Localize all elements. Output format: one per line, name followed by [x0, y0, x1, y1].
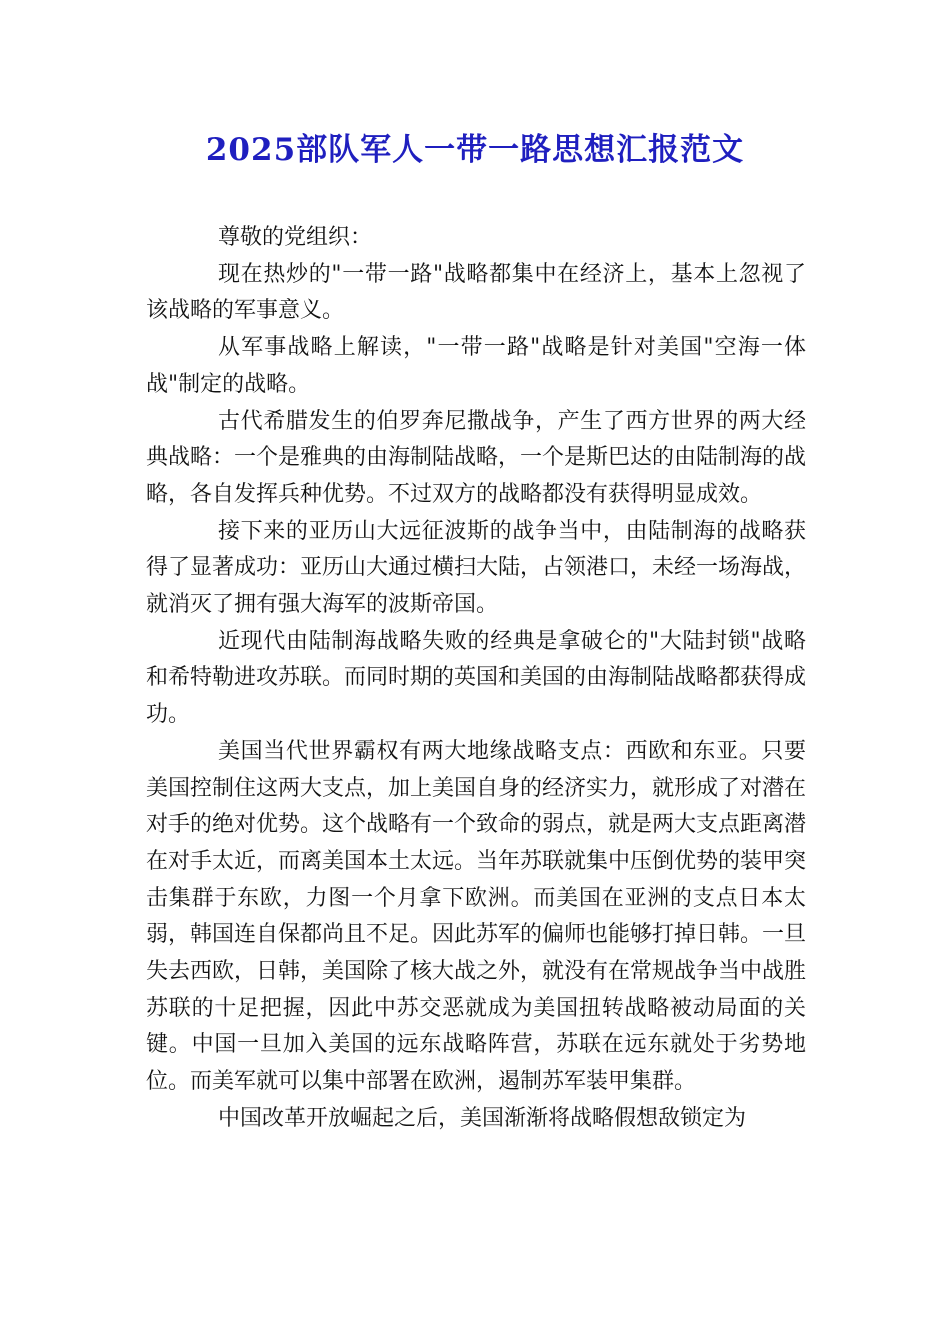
document-title: 2025部队军人一带一路思想汇报范文 [205, 132, 745, 168]
paragraph: 古代希腊发生的伯罗奔尼撒战争，产生了西方世界的两大经典战略：一个是雅典的由海制陆战略，一个是斯巴达的由陆制海的战略，各自发挥兵种优势。不过双方的战略都没有获得明显成效。 [146, 408, 807, 507]
paragraph: 近现代由陆制海战略失败的经典是拿破仑的"大陆封锁"战略和希特勒进攻苏联。而同时期的英国和美国的由海制陆战略都获得成功。 [146, 628, 807, 728]
paragraph: 中国改革开放崛起之后，美国渐渐将战略假想敌锁定为 [218, 1105, 747, 1131]
salutation: 尊敬的党组织： [218, 225, 373, 250]
document-body [146, 220, 806, 1138]
paragraph: 美国当代世界霸权有两大地缘战略支点：西欧和东亚。只要美国控制住这两大支点，加上美国自身的经济实力，就形成了对潜在对手的绝对优势。这个战略有一个致命的弱点，就是两大支点距离潜在对手太近，而离美国本土太远。当年苏联就集中压倒优势的装甲突击集群于东欧，力图一个月拿下欧洲。而美国在亚洲的支点日本太弱，韩国连自保都尚且不足。因此苏军的偏师也能够打掉日韩。一旦失去西欧，日韩，美国除了核大战之外，就没有在常规战争当中战胜苏联的十足把握，因此中苏交恶就成为美国扭转战略被动局面的关键。中国一旦加入美国的远东战略阵营，苏联在远东就处于劣势地位。而美军就可以集中部署在欧洲，遏制苏军装甲集群。 [146, 738, 807, 1095]
paragraph: 接下来的亚历山大远征波斯的战争当中，由陆制海的战略获得了显著成功：亚历山大通过横扫大陆，占领港口，未经一场海战，就消灭了拥有强大海军的波斯帝国。 [146, 518, 807, 618]
paragraph: 现在热炒的"一带一路"战略都集中在经济上，基本上忽视了该战略的军事意义。 [146, 261, 806, 324]
paragraph: 从军事战略上解读，"一带一路"战略是针对美国"空海一体战"制定的战略。 [146, 335, 806, 397]
